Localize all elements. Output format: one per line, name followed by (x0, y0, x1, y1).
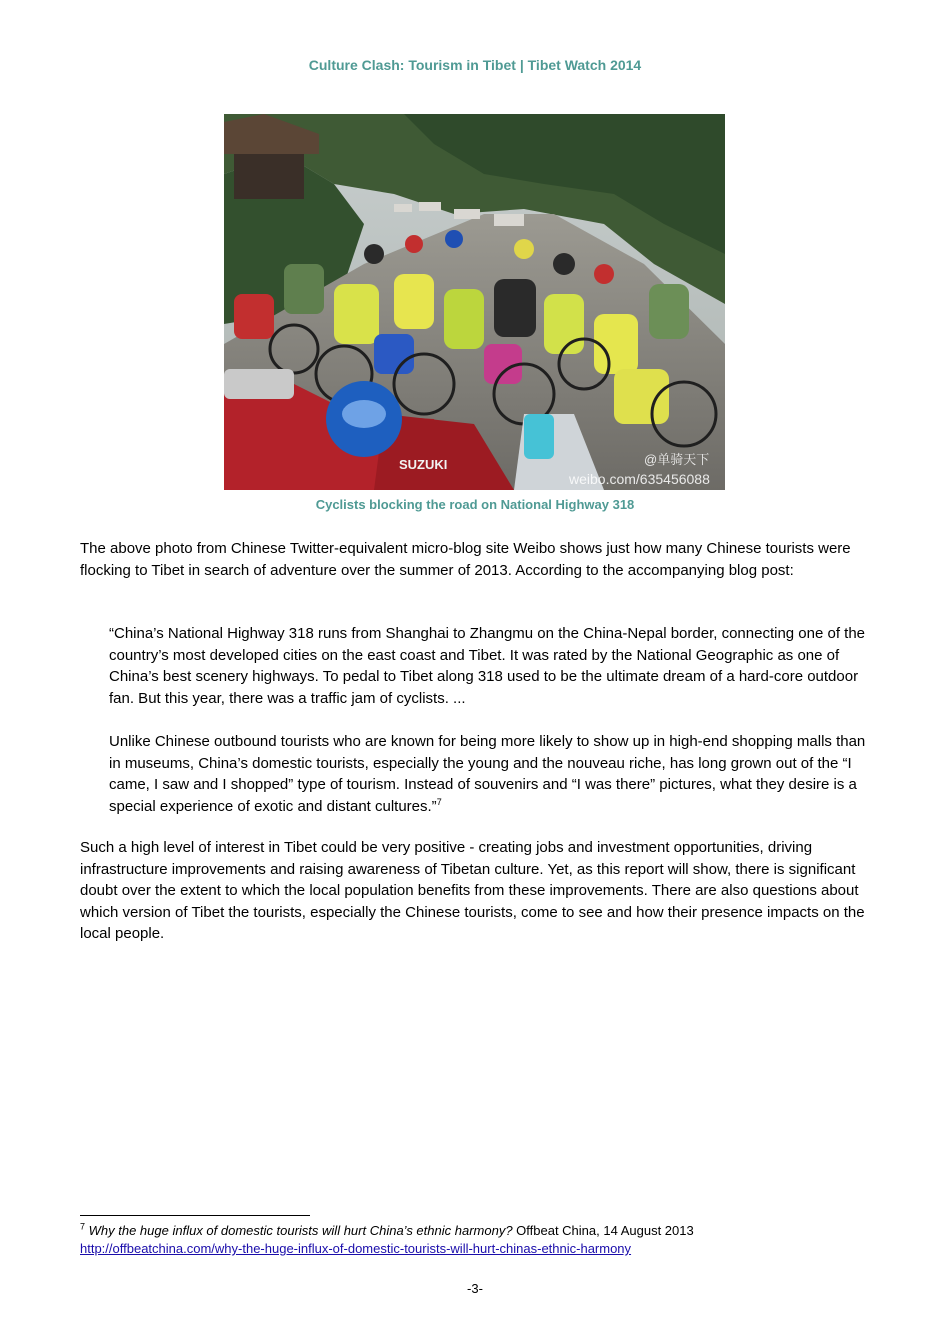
blockquote-paragraph-2 (109, 731, 879, 817)
footnote-line-2 (80, 1240, 900, 1258)
photo-caption: Cyclists blocking the road on National Highway 318 (315, 497, 635, 512)
bike-brand-text: SUZUKI (399, 457, 448, 472)
footnote-separator (80, 1215, 310, 1216)
footnote (80, 1222, 900, 1258)
watermark-handle: @单骑天下 (644, 452, 710, 467)
footnote-link[interactable]: http://offbeatchina.com/why-the-huge-influx-of-domestic-tourists-will-hurt-chinas-ethnic-harmony (80, 1241, 632, 1256)
blockquote-paragraph-2-text: Unlike Chinese outbound tourists who are known for being more likely to show up in high-end shopping malls than in museums, China’s domestic tourists, especially the young and the nouveau riche, has long grown out of the “I came, I saw and I shopped” type of tourism. Instead of souvenirs and “I was there” pictures, what they desire is a special experience of exotic and distant cultures.” (109, 733, 866, 815)
footnote-title: Why the huge influx of domestic tourists will hurt China’s ethnic harmony? (88, 1223, 513, 1238)
cyclists-photo (224, 114, 725, 490)
footnote-line-1 (80, 1222, 900, 1240)
footnote-number: 7 (80, 1221, 86, 1232)
footnote-ref[interactable]: 7 (436, 796, 442, 807)
page-number: -3- (467, 1281, 483, 1296)
running-header: Culture Clash: Tourism in Tibet | Tibet Watch 2014 (308, 57, 642, 73)
body-paragraph-1: The above photo from Chinese Twitter-equivalent micro-blog site Weibo shows just how many Chinese tourists were flocking to Tibet in search of adventure over the summer of 2013. According to the accompanying blog post: (80, 540, 851, 579)
body-paragraph-2: Such a high level of interest in Tibet could be very positive - creating jobs and investment opportunities, driving infrastructure improvements and raising awareness of Tibetan culture. Yet, as this report will show, there is significant doubt over the extent to which the local population benefits from these improvements. There are also questions about which version of Tibet the tourists, especially the Chinese tourists, come to see and how their presence impacts on the local people. (80, 839, 865, 942)
blockquote-paragraph-1: “China’s National Highway 318 runs from Shanghai to Zhangmu on the China-Nepal border, connecting one of the country’s most developed cities on the east coast and Tibet. It was rated by the National Geographic as one of China’s best scenery highways. To pedal to Tibet along 318 used to be the ultimate dream of a hard-core outdoor fan. But this year, there was a traffic jam of cyclists. ... (109, 625, 866, 707)
watermark-url: weibo.com/635456088 (569, 471, 710, 487)
footnote-source: Offbeat China, 14 August 2013 (512, 1223, 694, 1238)
